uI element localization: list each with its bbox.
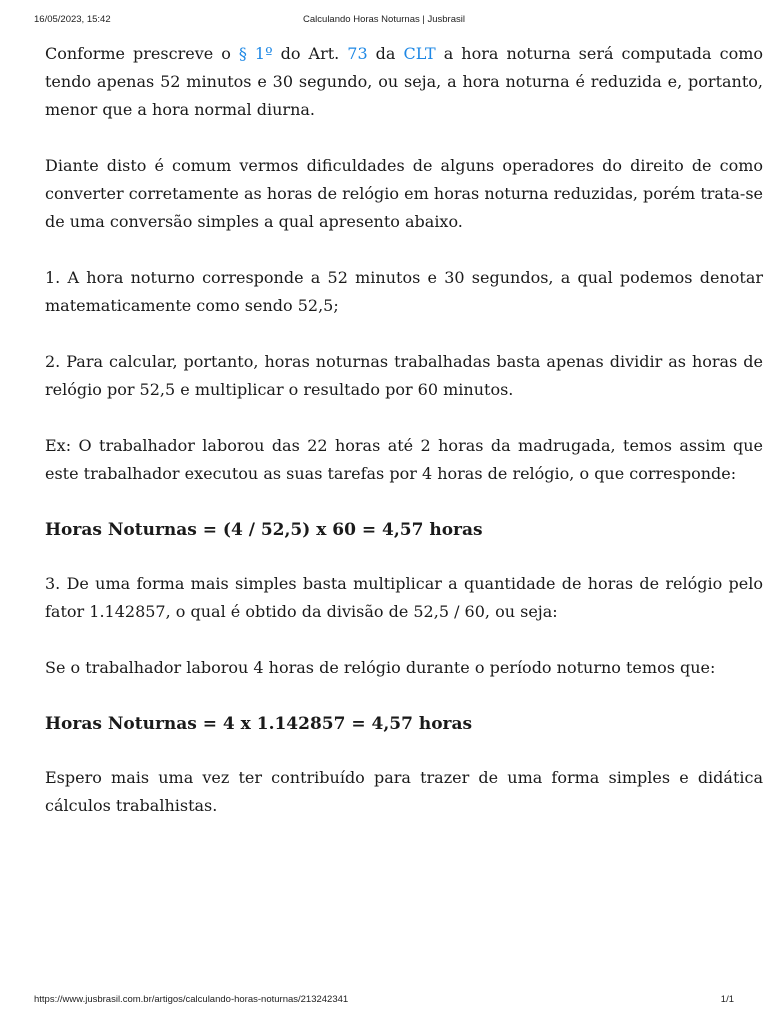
formula-2: Horas Noturnas = 4 x 1.142857 = 4,57 horas [45, 714, 473, 734]
link-paragrafo-1[interactable]: § 1º [238, 44, 273, 63]
intro-text-4: a hora noturna será computada como tendo apenas 52 minutos e 30 segundo, ou seja, a hora noturna é reduzida e, portanto, menor que a hora normal diurna. [45, 44, 764, 119]
print-footer [0, 994, 768, 1008]
article-body [45, 40, 763, 848]
print-page-title: Calculando Horas Noturnas | Jusbrasil [303, 14, 465, 25]
intro-text-1: Conforme prescreve o [45, 44, 239, 63]
paragraph-item-3: 3. De uma forma mais simples basta multiplicar a quantidade de horas de relógio pelo fator 1.142857, o qual é obtido da divisão de 52,5 / 60, ou seja: [45, 574, 763, 621]
paragraph-item-1: 1. A hora noturno corresponde a 52 minutos e 30 segundos, a qual podemos denotar matematicamente como sendo 52,5; [45, 268, 763, 315]
paragraph-item-2: 2. Para calcular, portanto, horas noturnas trabalhadas basta apenas dividir as horas de relógio por 52,5 e multiplicar o resultado por 60 minutos. [45, 352, 763, 399]
print-header [0, 14, 768, 28]
print-url: https://www.jusbrasil.com.br/artigos/calculando-horas-noturnas/213242341 [34, 994, 349, 1005]
paragraph-example: Ex: O trabalhador laborou das 22 horas até 2 horas da madrugada, temos assim que este trabalhador executou as suas tarefas por 4 horas de relógio, o que corresponde: [45, 436, 763, 483]
formula-1: Horas Noturnas = (4 / 52,5) x 60 = 4,57 horas [45, 520, 483, 540]
paragraph-2: Diante disto é comum vermos dificuldades de alguns operadores do direito de como converter corretamente as horas de relógio em horas noturna reduzidas, porém trata-se de uma conversão simples a qual apresento abaixo. [45, 156, 763, 231]
print-datetime: 16/05/2023, 15:42 [34, 14, 111, 25]
intro-text-2: do Art. [272, 44, 348, 63]
paragraph-closing: Espero mais uma vez ter contribuído para trazer de uma forma simples e didática cálculos trabalhistas. [45, 768, 763, 815]
page-number: 1/1 [720, 994, 734, 1005]
paragraph-intro [45, 40, 763, 124]
link-clt[interactable]: CLT [403, 44, 436, 63]
paragraph-7: Se o trabalhador laborou 4 horas de relógio durante o período noturno temos que: [45, 658, 716, 677]
link-art-73[interactable]: 73 [347, 44, 368, 63]
intro-text-3: da [367, 44, 404, 63]
